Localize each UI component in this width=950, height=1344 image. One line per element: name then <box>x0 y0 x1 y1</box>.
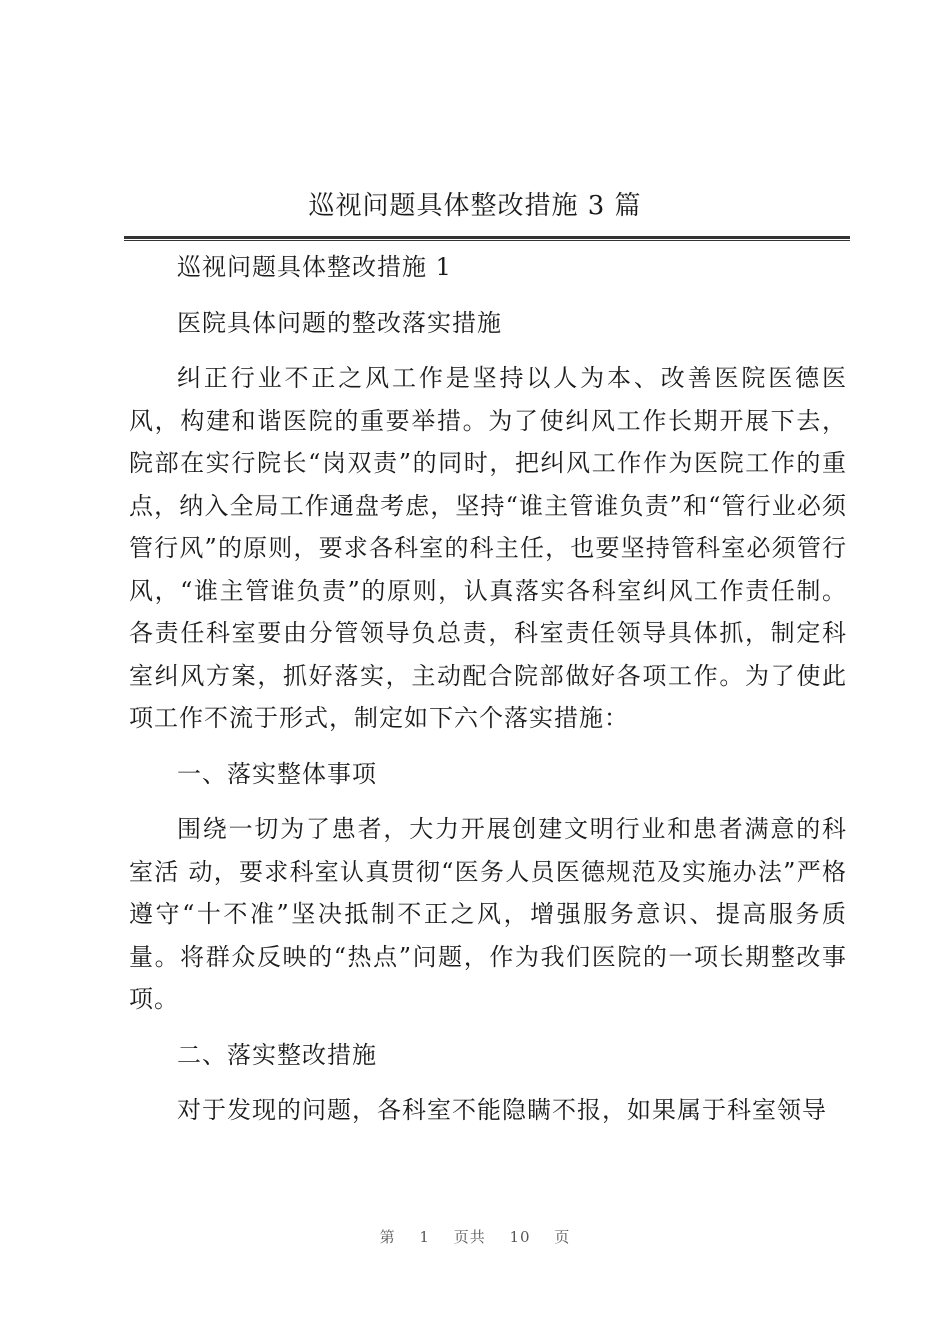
page-number: 1 <box>419 1228 430 1246</box>
document-body <box>129 246 847 1132</box>
body-paragraph: 纠正行业不正之风工作是坚持以人为本、改善医院医德医风，构建和谐医院的重要举措。为了使纠风工作长期开展下去，院部在实行院长“岗双责”的同时，把纠风工作作为医院工作的重点，纳入全局工作通盘考虑，坚持“谁主管谁负责”和“管行业必须管行风”的原则，要求各科室的科主任，也要坚持管科室必须管行风，“谁主管谁负责”的原则，认真落实各科室纠风工作责任制。各责任科室要由分管领导负总责，科室责任领导具体抓，制定科室纠风方案，抓好落实，主动配合院部做好各项工作。为了使此项工作不流于形式，制定如下六个落实措施： <box>129 364 847 732</box>
title-divider <box>124 236 850 241</box>
body-paragraph: 对于发现的问题，各科室不能隐瞒不报，如果属于科室领导 <box>177 1096 827 1124</box>
item-heading: 二、落实整改措施 <box>177 1040 377 1069</box>
body-paragraph: 围绕一切为了患者，大力开展创建文明行业和患者满意的科室活 动，要求科室认真贯彻“医务人员医德规范及实施办法”严格遵守“十不准”坚决抵制不正之风，增强服务意识、提高服务质量。将群众反映的“热点”问题，作为我们医院的一项长期整改事项。 <box>129 815 847 1013</box>
page-footer <box>0 1226 950 1247</box>
section-heading: 巡视问题具体整改措施 1 <box>177 253 452 281</box>
item-heading: 一、落实整体事项 <box>177 759 377 788</box>
document-title: 巡视问题具体整改措施 3 篇 <box>308 191 642 221</box>
page-label-suffix: 页 <box>554 1228 571 1246</box>
page-label-prefix: 第 <box>379 1228 396 1246</box>
page-label-mid: 页共 <box>453 1228 486 1246</box>
total-pages: 10 <box>509 1228 531 1246</box>
subsection-heading: 医院具体问题的整改落实措施 <box>177 308 502 337</box>
